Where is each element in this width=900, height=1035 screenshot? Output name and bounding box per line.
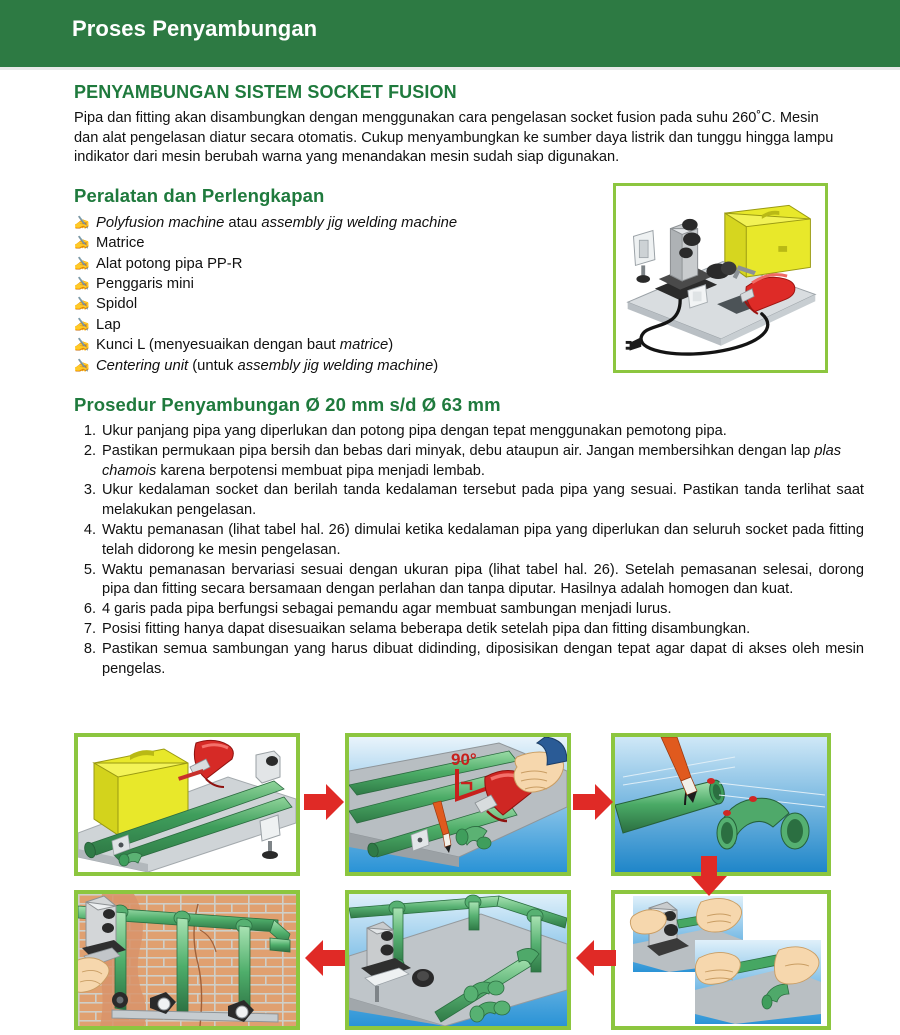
section-intro-paragraph: Pipa dan fitting akan disambungkan dengan menggunakan cara pengelasan socket fusion pada suhu 260˚C. Mesin dan alat pengelasan diatur secara otomatis. Cukup menyambungkan ke sumber daya listrik dan tunggu hingga lampu indikator dari mesin berubah warna yang menandakan mesin sudah siap digunakan.	[74, 110, 834, 166]
panel-cut-90-degree	[345, 733, 571, 876]
angle-annotation-90: 90°	[451, 750, 477, 769]
text-run: Kunci L (menyesuaikan dengan baut	[96, 337, 340, 354]
panel-2-illustration	[349, 737, 567, 872]
pen-bullet-icon: ✍	[74, 357, 91, 373]
arrow-down-icon	[687, 854, 731, 898]
procedure-step	[74, 620, 864, 640]
text-run: )	[388, 337, 394, 354]
text-run: Alat potong pipa PP-R	[96, 255, 243, 272]
pen-bullet-icon: ✍	[74, 337, 91, 353]
pen-bullet-icon: ✍	[74, 316, 91, 332]
procedure-figure-grid	[74, 730, 864, 1030]
procedure-section	[74, 394, 864, 679]
panel-assembly-jig	[345, 890, 571, 1030]
welding-machine-toolkit-illustration	[616, 186, 825, 370]
panel-1-illustration	[78, 737, 296, 872]
panel-cut-pipe-toolkit	[74, 733, 300, 876]
arrow-left-icon	[303, 936, 347, 980]
equipment-list-item	[74, 254, 594, 274]
text-run: Penggaris mini	[96, 276, 194, 292]
text-run: Spidol	[96, 296, 138, 313]
text-run: Pastikan semua sambungan yang harus dibuat didinding, diposisikan dengan tepat agar dapat di akses oleh mesin pengelas.	[102, 640, 864, 677]
text-run: Polyfusion machine	[96, 214, 225, 231]
text-run: atau	[224, 214, 262, 231]
arrow-left-icon	[574, 936, 618, 980]
text-run: Waktu pemanasan bervariasi sesuai dengan ukuran pipa (lihat tabel hal. 26). Setelah pemasanan selesai, dorong pipa dan fitting secara bersamaan dengan perlahan dan tanpa diputar. Hasilnya adalah homogen dan kuat.	[102, 561, 864, 598]
text-run: plas chamois	[102, 442, 842, 479]
pen-bullet-icon: ✍	[74, 255, 91, 271]
equipment-list-item	[74, 356, 594, 376]
panel-3-illustration	[615, 737, 827, 872]
text-run: Posisi fitting hanya dapat disesuaikan selama beberapa detik setelah pipa dan fitting disambungkan.	[102, 621, 751, 637]
procedure-step	[74, 561, 864, 601]
text-run: Matrice	[96, 235, 145, 252]
text-run: Pastikan permukaan pipa bersih dan bebas dari minyak, debu ataupun air. Jangan membersihkan dengan lap	[102, 442, 815, 459]
equipment-list-item	[74, 213, 594, 233]
text-run: karena berpotensi membuat pipa menjadi lembab.	[156, 462, 485, 479]
procedure-step	[74, 640, 864, 680]
equipment-list-item	[74, 274, 594, 294]
text-run: matrice	[339, 337, 389, 354]
procedure-step	[74, 442, 864, 482]
text-run: Centering unit	[96, 357, 189, 374]
pen-bullet-icon: ✍	[74, 296, 91, 312]
equipment-list-item	[74, 315, 594, 335]
text-run: Ukur panjang pipa yang diperlukan dan potong pipa dengan tepat menggunakan pemotong pipa.	[102, 423, 727, 440]
procedure-step-list	[74, 422, 864, 679]
equipment-list-item	[74, 294, 594, 314]
equipment-photo	[613, 183, 828, 373]
text-run: Ukur kedalaman socket dan berilah tanda kedalaman tersebut pada pipa yang sesuai. Pastikan tanda terlihat saat melakukan pengelasan.	[102, 482, 864, 519]
panel-heat-and-join	[611, 890, 831, 1030]
procedure-step	[74, 600, 864, 620]
equipment-list-item	[74, 233, 594, 253]
panel-4-illustration	[615, 894, 827, 1026]
pen-bullet-icon: ✍	[74, 276, 91, 291]
inset-joining	[695, 940, 821, 1024]
panel-wall-install	[74, 890, 300, 1030]
text-run: Lap	[96, 316, 121, 333]
document-content	[74, 82, 864, 679]
text-run: 4 garis pada pipa berfungsi sebagai pemandu agar membuat sambungan menjadi lurus.	[102, 601, 672, 618]
procedure-step	[74, 422, 864, 442]
procedure-step	[74, 521, 864, 561]
panel-5-illustration	[349, 894, 567, 1026]
arrow-right-icon	[571, 780, 615, 824]
text-run: assembly jig welding machine	[237, 357, 434, 374]
procedure-heading: Prosedur Penyambungan Ø 20 mm s/d Ø 63 mm	[74, 394, 501, 416]
section-heading: PENYAMBUNGAN SISTEM SOCKET FUSION	[74, 82, 457, 102]
pen-bullet-icon: ✍	[74, 214, 91, 230]
arrow-right-icon	[302, 780, 346, 824]
text-run: assembly jig welding machine	[261, 214, 458, 231]
header-divider	[0, 67, 900, 70]
equipment-heading: Peralatan dan Perlengkapan	[74, 184, 325, 206]
equipment-list	[74, 213, 594, 376]
pen-bullet-icon: ✍	[74, 235, 91, 251]
panel-6-illustration	[78, 894, 296, 1026]
page-title: Proses Penyambungan	[72, 16, 318, 41]
procedure-step	[74, 481, 864, 521]
equipment-section	[74, 185, 864, 376]
text-run: (untuk	[188, 357, 238, 374]
text-run: Waktu pemanasan (lihat tabel hal. 26) dimulai ketika kedalaman pipa yang diperlukan dan seluruh socket pada fitting telah didorong ke mesin pengelasan.	[102, 522, 864, 558]
equipment-list-item	[74, 335, 594, 355]
text-run: )	[433, 357, 439, 374]
